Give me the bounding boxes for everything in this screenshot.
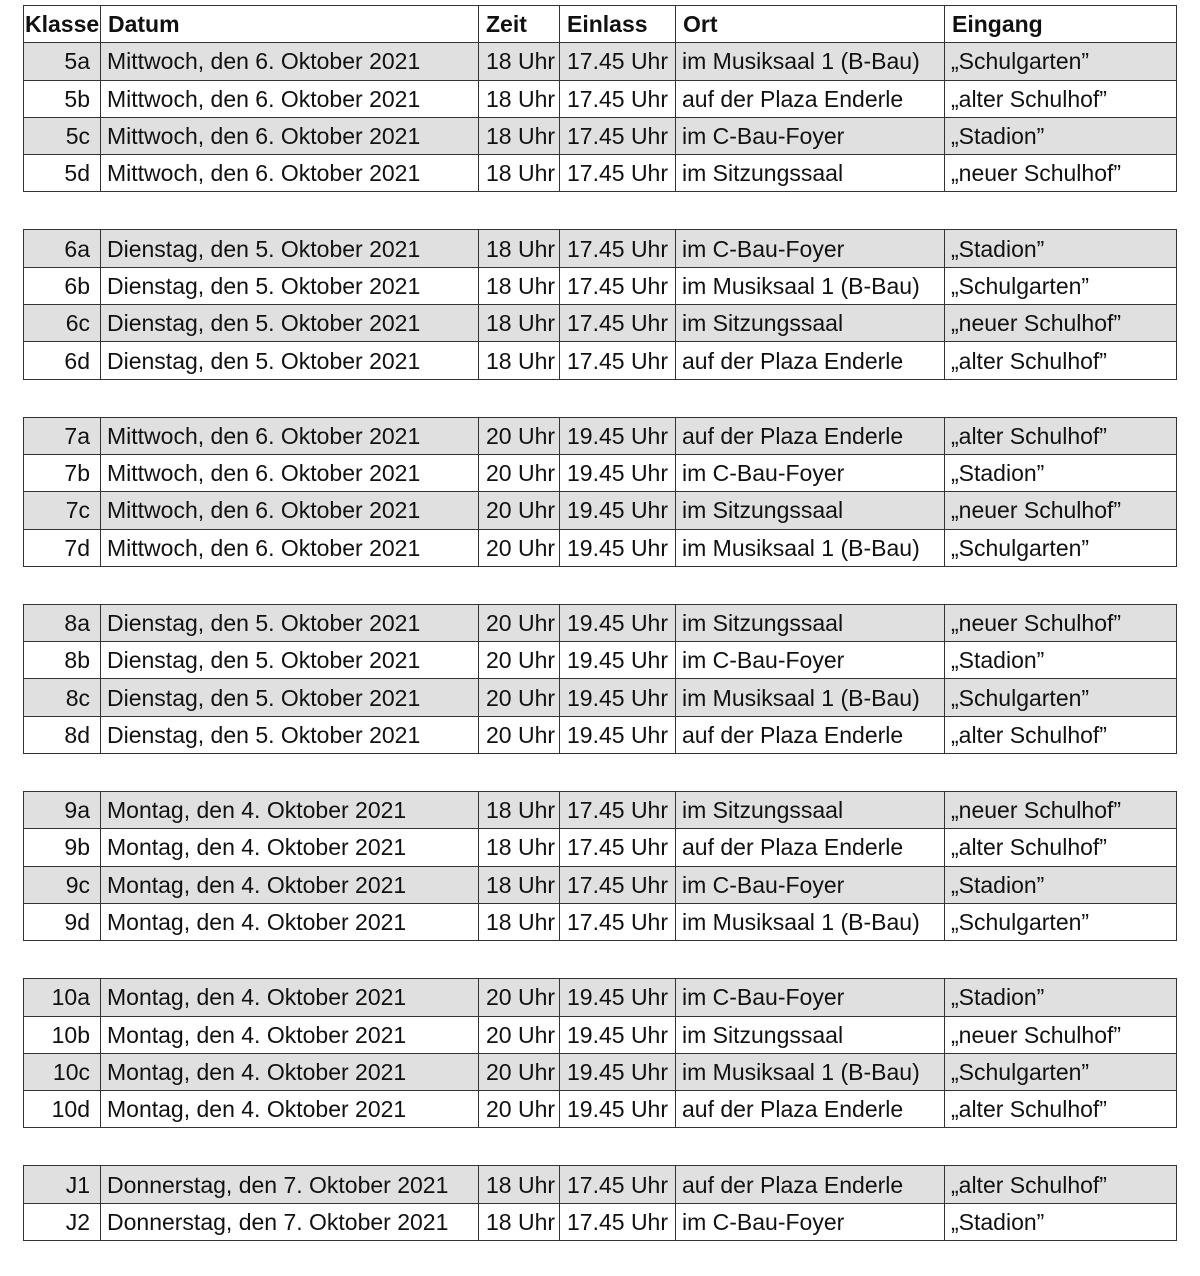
cell-eingang: „alter Schulhof” [945, 1166, 1177, 1203]
table-row [24, 716, 1177, 753]
cell-datum: Mittwoch, den 6. Oktober 2021 [101, 454, 479, 491]
cell-eingang: „alter Schulhof” [945, 829, 1177, 866]
cell-zeit: 20 Uhr [479, 417, 560, 454]
cell-ort: auf der Plaza Enderle [676, 1166, 945, 1203]
table-row [24, 454, 1177, 491]
header-zeit: Zeit [479, 6, 560, 43]
cell-datum: Dienstag, den 5. Oktober 2021 [101, 342, 479, 379]
cell-eingang: „Stadion” [945, 230, 1177, 267]
cell-ort: im C-Bau-Foyer [676, 230, 945, 267]
schedule-table-group [23, 978, 1177, 1128]
table-row [24, 267, 1177, 304]
cell-ort: im Sitzungssaal [676, 305, 945, 342]
cell-zeit: 18 Uhr [479, 80, 560, 117]
cell-einlass: 19.45 Uhr [560, 529, 676, 566]
cell-klasse: 6c [24, 305, 101, 342]
cell-zeit: 20 Uhr [479, 492, 560, 529]
cell-zeit: 20 Uhr [479, 604, 560, 641]
cell-ort: im Musiksaal 1 (B-Bau) [676, 43, 945, 80]
cell-zeit: 20 Uhr [479, 1053, 560, 1090]
cell-ort: auf der Plaza Enderle [676, 1091, 945, 1128]
cell-zeit: 20 Uhr [479, 642, 560, 679]
cell-einlass: 19.45 Uhr [560, 1091, 676, 1128]
cell-klasse: 5a [24, 43, 101, 80]
cell-datum: Mittwoch, den 6. Oktober 2021 [101, 155, 479, 192]
table-row [24, 80, 1177, 117]
cell-eingang: „neuer Schulhof” [945, 305, 1177, 342]
cell-ort: im Sitzungssaal [676, 792, 945, 829]
cell-zeit: 20 Uhr [479, 454, 560, 491]
header-ort: Ort [676, 6, 945, 43]
cell-einlass: 19.45 Uhr [560, 1053, 676, 1090]
cell-datum: Mittwoch, den 6. Oktober 2021 [101, 529, 479, 566]
cell-eingang: „Stadion” [945, 642, 1177, 679]
cell-ort: auf der Plaza Enderle [676, 417, 945, 454]
cell-zeit: 20 Uhr [479, 979, 560, 1016]
table-row [24, 43, 1177, 80]
cell-ort: im Sitzungssaal [676, 155, 945, 192]
cell-einlass: 19.45 Uhr [560, 604, 676, 641]
table-row [24, 117, 1177, 154]
cell-eingang: „neuer Schulhof” [945, 492, 1177, 529]
cell-klasse: 10c [24, 1053, 101, 1090]
cell-eingang: „alter Schulhof” [945, 80, 1177, 117]
cell-ort: im C-Bau-Foyer [676, 642, 945, 679]
cell-zeit: 18 Uhr [479, 1203, 560, 1240]
header-datum: Datum [101, 6, 479, 43]
table-row [24, 492, 1177, 529]
table-row [24, 1091, 1177, 1128]
cell-eingang: „alter Schulhof” [945, 417, 1177, 454]
cell-eingang: „neuer Schulhof” [945, 155, 1177, 192]
cell-eingang: „neuer Schulhof” [945, 604, 1177, 641]
cell-einlass: 17.45 Uhr [560, 43, 676, 80]
cell-eingang: „Schulgarten” [945, 43, 1177, 80]
cell-datum: Dienstag, den 5. Oktober 2021 [101, 230, 479, 267]
table-row [24, 305, 1177, 342]
cell-eingang: „Stadion” [945, 454, 1177, 491]
table-row [24, 979, 1177, 1016]
cell-klasse: 10d [24, 1091, 101, 1128]
cell-einlass: 17.45 Uhr [560, 155, 676, 192]
cell-ort: im Musiksaal 1 (B-Bau) [676, 1053, 945, 1090]
schedule-table-group [23, 229, 1177, 379]
cell-zeit: 18 Uhr [479, 342, 560, 379]
cell-ort: im Sitzungssaal [676, 492, 945, 529]
cell-klasse: 6b [24, 267, 101, 304]
cell-ort: auf der Plaza Enderle [676, 829, 945, 866]
cell-einlass: 19.45 Uhr [560, 1016, 676, 1053]
cell-klasse: 9d [24, 903, 101, 940]
cell-zeit: 18 Uhr [479, 43, 560, 80]
table-row [24, 1166, 1177, 1203]
cell-einlass: 17.45 Uhr [560, 230, 676, 267]
cell-eingang: „Schulgarten” [945, 267, 1177, 304]
header-eingang: Eingang [945, 6, 1177, 43]
table-row [24, 529, 1177, 566]
cell-klasse: 7c [24, 492, 101, 529]
cell-klasse: 10b [24, 1016, 101, 1053]
cell-klasse: 8b [24, 642, 101, 679]
cell-datum: Montag, den 4. Oktober 2021 [101, 829, 479, 866]
cell-einlass: 19.45 Uhr [560, 679, 676, 716]
cell-datum: Montag, den 4. Oktober 2021 [101, 903, 479, 940]
cell-eingang: „neuer Schulhof” [945, 1016, 1177, 1053]
cell-eingang: „Schulgarten” [945, 903, 1177, 940]
cell-datum: Mittwoch, den 6. Oktober 2021 [101, 80, 479, 117]
table-row [24, 417, 1177, 454]
cell-einlass: 19.45 Uhr [560, 979, 676, 1016]
header-klasse: Klasse [24, 6, 101, 43]
cell-zeit: 18 Uhr [479, 829, 560, 866]
cell-einlass: 17.45 Uhr [560, 342, 676, 379]
cell-datum: Mittwoch, den 6. Oktober 2021 [101, 117, 479, 154]
cell-klasse: 6a [24, 230, 101, 267]
cell-ort: auf der Plaza Enderle [676, 342, 945, 379]
cell-datum: Montag, den 4. Oktober 2021 [101, 1016, 479, 1053]
cell-klasse: 7d [24, 529, 101, 566]
cell-zeit: 20 Uhr [479, 1091, 560, 1128]
cell-datum: Montag, den 4. Oktober 2021 [101, 1091, 479, 1128]
cell-datum: Donnerstag, den 7. Oktober 2021 [101, 1166, 479, 1203]
cell-eingang: „Stadion” [945, 117, 1177, 154]
table-row [24, 792, 1177, 829]
cell-ort: im Sitzungssaal [676, 1016, 945, 1053]
table-row [24, 866, 1177, 903]
cell-datum: Dienstag, den 5. Oktober 2021 [101, 604, 479, 641]
cell-eingang: „alter Schulhof” [945, 1091, 1177, 1128]
cell-klasse: 9a [24, 792, 101, 829]
table-row [24, 679, 1177, 716]
cell-datum: Dienstag, den 5. Oktober 2021 [101, 642, 479, 679]
cell-ort: im C-Bau-Foyer [676, 1203, 945, 1240]
cell-zeit: 18 Uhr [479, 305, 560, 342]
cell-zeit: 18 Uhr [479, 792, 560, 829]
cell-eingang: „neuer Schulhof” [945, 792, 1177, 829]
cell-ort: auf der Plaza Enderle [676, 80, 945, 117]
cell-zeit: 20 Uhr [479, 716, 560, 753]
header-row [24, 6, 1177, 43]
cell-zeit: 20 Uhr [479, 529, 560, 566]
cell-zeit: 18 Uhr [479, 230, 560, 267]
table-row [24, 829, 1177, 866]
cell-datum: Mittwoch, den 6. Oktober 2021 [101, 43, 479, 80]
cell-einlass: 19.45 Uhr [560, 492, 676, 529]
header-einlass: Einlass [560, 6, 676, 43]
table-row [24, 604, 1177, 641]
table-row [24, 1053, 1177, 1090]
cell-zeit: 18 Uhr [479, 117, 560, 154]
cell-einlass: 17.45 Uhr [560, 80, 676, 117]
cell-einlass: 17.45 Uhr [560, 305, 676, 342]
cell-klasse: 5b [24, 80, 101, 117]
table-row [24, 1016, 1177, 1053]
cell-ort: im Musiksaal 1 (B-Bau) [676, 529, 945, 566]
table-row [24, 230, 1177, 267]
cell-ort: im C-Bau-Foyer [676, 979, 945, 1016]
cell-klasse: 5c [24, 117, 101, 154]
cell-eingang: „Stadion” [945, 866, 1177, 903]
cell-ort: im C-Bau-Foyer [676, 117, 945, 154]
cell-einlass: 17.45 Uhr [560, 1203, 676, 1240]
cell-einlass: 19.45 Uhr [560, 716, 676, 753]
cell-klasse: 8a [24, 604, 101, 641]
cell-zeit: 18 Uhr [479, 1166, 560, 1203]
cell-ort: im Sitzungssaal [676, 604, 945, 641]
cell-einlass: 17.45 Uhr [560, 829, 676, 866]
cell-einlass: 19.45 Uhr [560, 417, 676, 454]
cell-eingang: „alter Schulhof” [945, 716, 1177, 753]
cell-ort: im Musiksaal 1 (B-Bau) [676, 267, 945, 304]
cell-klasse: 6d [24, 342, 101, 379]
cell-zeit: 18 Uhr [479, 903, 560, 940]
table-row [24, 342, 1177, 379]
schedule-table-group [23, 604, 1177, 754]
cell-eingang: „Schulgarten” [945, 679, 1177, 716]
cell-ort: im C-Bau-Foyer [676, 454, 945, 491]
cell-datum: Montag, den 4. Oktober 2021 [101, 866, 479, 903]
cell-ort: auf der Plaza Enderle [676, 716, 945, 753]
schedule-table-group [23, 791, 1177, 941]
cell-zeit: 18 Uhr [479, 267, 560, 304]
table-row [24, 642, 1177, 679]
cell-zeit: 20 Uhr [479, 679, 560, 716]
cell-datum: Mittwoch, den 6. Oktober 2021 [101, 492, 479, 529]
cell-einlass: 19.45 Uhr [560, 642, 676, 679]
cell-einlass: 17.45 Uhr [560, 903, 676, 940]
cell-datum: Montag, den 4. Oktober 2021 [101, 792, 479, 829]
cell-ort: im Musiksaal 1 (B-Bau) [676, 679, 945, 716]
cell-eingang: „Schulgarten” [945, 1053, 1177, 1090]
cell-klasse: 7a [24, 417, 101, 454]
cell-eingang: „Stadion” [945, 979, 1177, 1016]
cell-klasse: J2 [24, 1203, 101, 1240]
cell-eingang: „alter Schulhof” [945, 342, 1177, 379]
table-row [24, 155, 1177, 192]
cell-datum: Dienstag, den 5. Oktober 2021 [101, 305, 479, 342]
cell-eingang: „Schulgarten” [945, 529, 1177, 566]
cell-einlass: 17.45 Uhr [560, 1166, 676, 1203]
cell-klasse: J1 [24, 1166, 101, 1203]
cell-datum: Montag, den 4. Oktober 2021 [101, 979, 479, 1016]
cell-datum: Dienstag, den 5. Oktober 2021 [101, 679, 479, 716]
schedule-table-group [23, 417, 1177, 567]
cell-ort: im C-Bau-Foyer [676, 866, 945, 903]
cell-ort: im Musiksaal 1 (B-Bau) [676, 903, 945, 940]
cell-einlass: 17.45 Uhr [560, 267, 676, 304]
cell-datum: Donnerstag, den 7. Oktober 2021 [101, 1203, 479, 1240]
cell-einlass: 17.45 Uhr [560, 866, 676, 903]
cell-zeit: 18 Uhr [479, 866, 560, 903]
cell-klasse: 9c [24, 866, 101, 903]
cell-einlass: 17.45 Uhr [560, 792, 676, 829]
cell-klasse: 9b [24, 829, 101, 866]
cell-klasse: 8c [24, 679, 101, 716]
cell-datum: Dienstag, den 5. Oktober 2021 [101, 267, 479, 304]
cell-datum: Mittwoch, den 6. Oktober 2021 [101, 417, 479, 454]
cell-zeit: 20 Uhr [479, 1016, 560, 1053]
table-row [24, 1203, 1177, 1240]
cell-eingang: „Stadion” [945, 1203, 1177, 1240]
cell-einlass: 19.45 Uhr [560, 454, 676, 491]
cell-klasse: 10a [24, 979, 101, 1016]
schedule-table-first-group [23, 5, 1177, 192]
cell-klasse: 5d [24, 155, 101, 192]
cell-datum: Montag, den 4. Oktober 2021 [101, 1053, 479, 1090]
cell-datum: Dienstag, den 5. Oktober 2021 [101, 716, 479, 753]
cell-einlass: 17.45 Uhr [560, 117, 676, 154]
cell-klasse: 8d [24, 716, 101, 753]
cell-zeit: 18 Uhr [479, 155, 560, 192]
schedule-table-group [23, 1165, 1177, 1241]
schedule-sheet [23, 5, 1176, 1241]
cell-klasse: 7b [24, 454, 101, 491]
table-row [24, 903, 1177, 940]
